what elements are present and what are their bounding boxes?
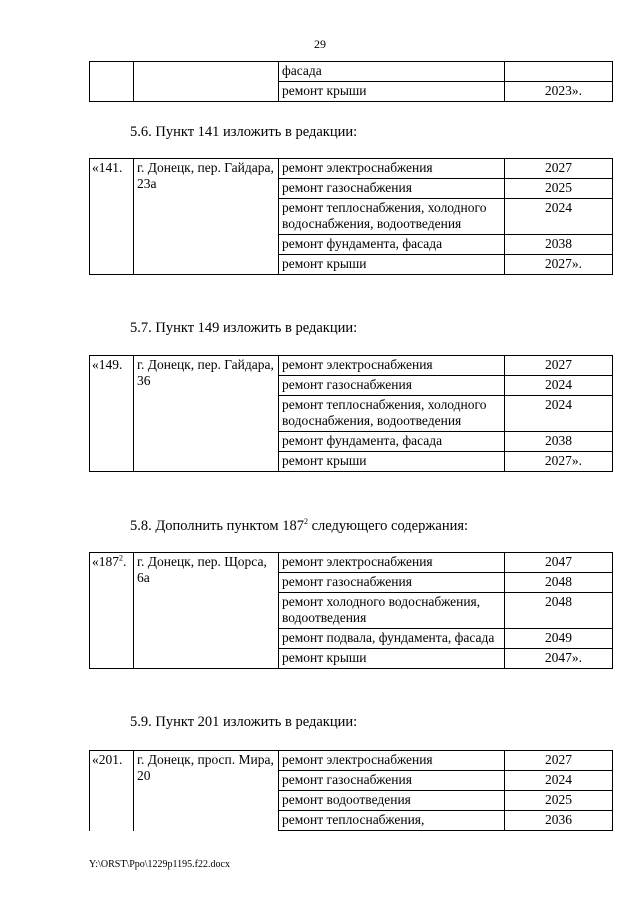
cell-work: ремонт теплоснабжения, холодного водоснабжения, водоотведения bbox=[279, 199, 505, 235]
cell-year bbox=[505, 62, 613, 82]
cell-work: ремонт газоснабжения bbox=[279, 771, 505, 791]
cell-num: «201. bbox=[90, 751, 134, 831]
cell-year: 2025 bbox=[505, 179, 613, 199]
table-item-187-2 bbox=[89, 552, 613, 669]
table-row bbox=[90, 751, 613, 771]
cell-work: ремонт теплоснабжения, холодного водоснабжения, водоотведения bbox=[279, 396, 505, 432]
cell-address: г. Донецк, просп. Мира, 20 bbox=[134, 751, 279, 831]
num-text: «187 bbox=[92, 554, 119, 569]
cell-work: ремонт холодного водоснабжения, водоотведения bbox=[279, 593, 505, 629]
cell-year: 2048 bbox=[505, 593, 613, 629]
cell-num: «141. bbox=[90, 159, 134, 275]
heading-text: 5.8. Дополнить пунктом 187 bbox=[130, 518, 304, 534]
table-item-201 bbox=[89, 750, 613, 831]
cell-work: ремонт крыши bbox=[279, 649, 505, 669]
page-number: 29 bbox=[314, 37, 326, 51]
cell-year: 2047 bbox=[505, 553, 613, 573]
cell-work: ремонт крыши bbox=[279, 82, 505, 102]
table-row bbox=[90, 553, 613, 573]
table-continuation bbox=[89, 61, 613, 102]
cell-year: 2023». bbox=[505, 82, 613, 102]
section-heading-5-9: 5.9. Пункт 201 изложить в редакции: bbox=[130, 714, 358, 730]
section-heading-5-7: 5.7. Пункт 149 изложить в редакции: bbox=[130, 320, 358, 336]
cell-year: 2038 bbox=[505, 432, 613, 452]
cell-work: ремонт электроснабжения bbox=[279, 159, 505, 179]
cell-work: ремонт водоотведения bbox=[279, 791, 505, 811]
cell-address: г. Донецк, пер. Гайдара, 36 bbox=[134, 356, 279, 472]
cell-num: «149. bbox=[90, 356, 134, 472]
num-superscript: 2 bbox=[119, 553, 123, 563]
table-row bbox=[90, 356, 613, 376]
cell-year: 2024 bbox=[505, 376, 613, 396]
cell-num bbox=[90, 62, 134, 102]
cell-year: 2027». bbox=[505, 452, 613, 472]
cell-address bbox=[134, 62, 279, 102]
cell-work: ремонт газоснабжения bbox=[279, 573, 505, 593]
heading-superscript: 2 bbox=[303, 517, 308, 527]
section-heading-5-6: 5.6. Пункт 141 изложить в редакции: bbox=[130, 124, 358, 140]
cell-year: 2024 bbox=[505, 396, 613, 432]
cell-year: 2038 bbox=[505, 235, 613, 255]
cell-year: 2027». bbox=[505, 255, 613, 275]
heading-text: следующего содержания: bbox=[307, 518, 469, 534]
cell-work: ремонт электроснабжения bbox=[279, 751, 505, 771]
cell-address: г. Донецк, пер. Гайдара, 23а bbox=[134, 159, 279, 275]
cell-work: ремонт крыши bbox=[279, 452, 505, 472]
cell-work: ремонт теплоснабжения, bbox=[279, 811, 505, 831]
cell-year: 2027 bbox=[505, 159, 613, 179]
section-heading-5-8 bbox=[130, 518, 468, 535]
file-path-footer: Y:\ORST\Ppo\1229p1195.f22.docx bbox=[89, 859, 230, 870]
cell-year: 2024 bbox=[505, 199, 613, 235]
cell-work: ремонт фундамента, фасада bbox=[279, 235, 505, 255]
cell-work: ремонт газоснабжения bbox=[279, 376, 505, 396]
cell-work: ремонт электроснабжения bbox=[279, 356, 505, 376]
num-text: . bbox=[123, 554, 127, 569]
cell-year: 2047». bbox=[505, 649, 613, 669]
cell-year: 2048 bbox=[505, 573, 613, 593]
cell-year: 2027 bbox=[505, 751, 613, 771]
cell-address: г. Донецк, пер. Щорса, 6а bbox=[134, 553, 279, 669]
cell-work: ремонт электроснабжения bbox=[279, 553, 505, 573]
table-row bbox=[90, 62, 613, 82]
cell-year: 2024 bbox=[505, 771, 613, 791]
cell-year: 2049 bbox=[505, 629, 613, 649]
cell-work: ремонт газоснабжения bbox=[279, 179, 505, 199]
cell-work: фасада bbox=[279, 62, 505, 82]
cell-year: 2027 bbox=[505, 356, 613, 376]
cell-year: 2025 bbox=[505, 791, 613, 811]
cell-work: ремонт крыши bbox=[279, 255, 505, 275]
table-item-149 bbox=[89, 355, 613, 472]
table-item-141 bbox=[89, 158, 613, 275]
cell-work: ремонт фундамента, фасада bbox=[279, 432, 505, 452]
table-row bbox=[90, 159, 613, 179]
cell-year: 2036 bbox=[505, 811, 613, 831]
cell-num bbox=[90, 553, 134, 669]
cell-work: ремонт подвала, фундамента, фасада bbox=[279, 629, 505, 649]
